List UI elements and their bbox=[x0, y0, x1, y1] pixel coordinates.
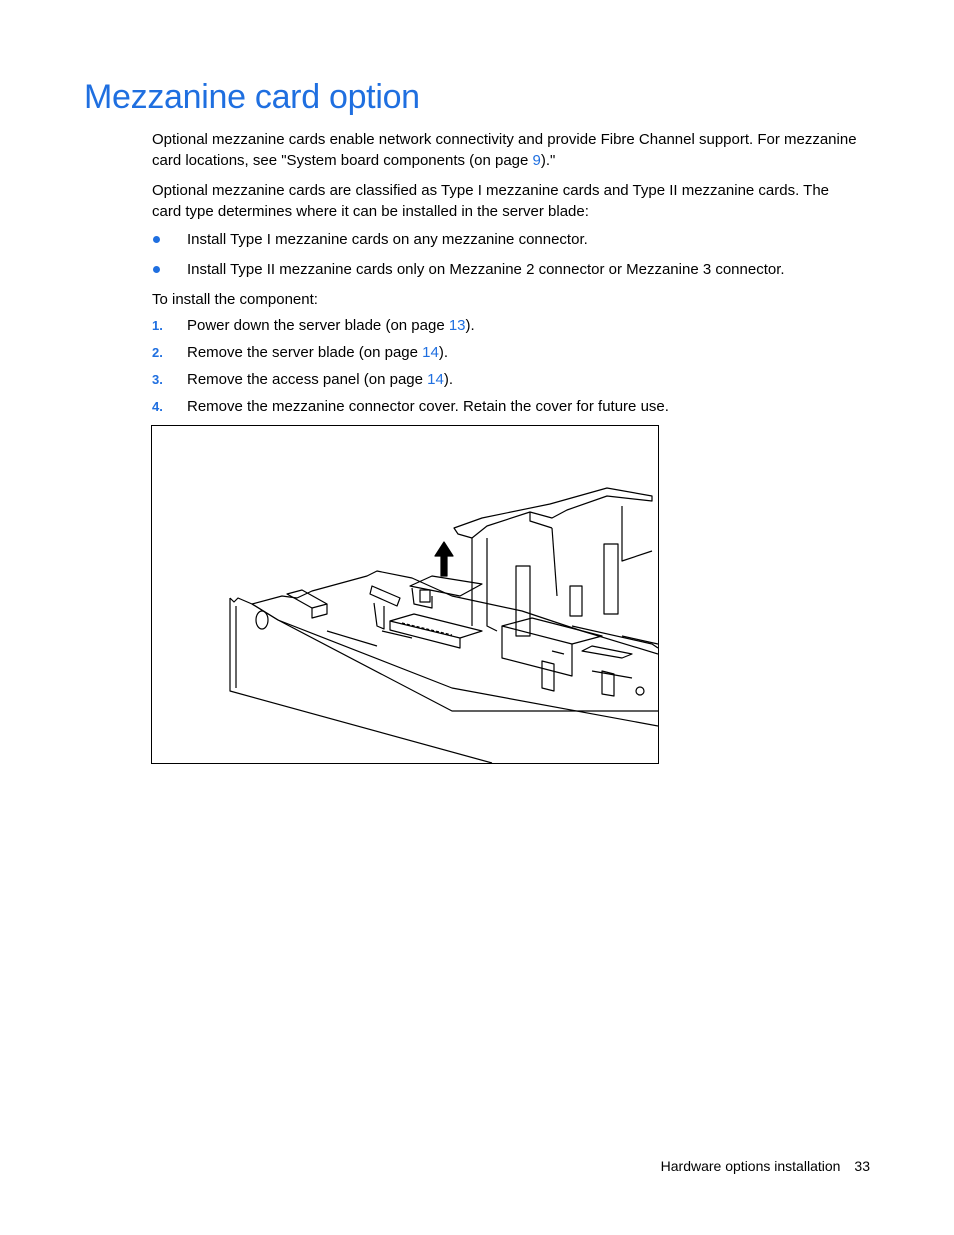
step-number: 4. bbox=[152, 399, 163, 414]
footer-section: Hardware options installation bbox=[660, 1158, 841, 1174]
page-link[interactable]: 14 bbox=[427, 371, 444, 388]
step-number: 3. bbox=[152, 372, 163, 387]
page-title: Mezzanine card option bbox=[84, 78, 420, 116]
step-number: 2. bbox=[152, 345, 163, 360]
intro-paragraph bbox=[152, 130, 862, 171]
page-link[interactable]: 14 bbox=[422, 344, 439, 361]
step-text: Remove the access panel (on page 14). bbox=[187, 371, 454, 388]
bullet-text: Install Type I mezzanine cards on any mezzanine connector. bbox=[187, 231, 588, 248]
bullet-icon bbox=[153, 266, 160, 273]
page-number: 33 bbox=[854, 1158, 870, 1174]
step-text: Power down the server blade (on page 13). bbox=[187, 317, 475, 334]
bullet-icon bbox=[153, 236, 160, 243]
step-text: Remove the mezzanine connector cover. Retain the cover for future use. bbox=[187, 398, 669, 415]
procedure-intro: To install the component: bbox=[152, 291, 318, 308]
bullet-text: Install Type II mezzanine cards only on Mezzanine 2 connector or Mezzanine 3 connector. bbox=[187, 261, 785, 278]
page-footer bbox=[661, 1158, 870, 1174]
page-link-9[interactable]: 9 bbox=[532, 151, 541, 169]
server-blade-drawing bbox=[152, 426, 658, 763]
paragraph-text: Optional mezzanine cards enable network connectivity and provide Fibre Channel support. For mezzanine card locations, see "System board components (on page bbox=[152, 131, 857, 169]
step-text: Remove the server blade (on page 14). bbox=[187, 344, 448, 361]
page-link[interactable]: 13 bbox=[448, 317, 466, 334]
mezzanine-cover-illustration bbox=[151, 425, 659, 764]
paragraph-text-end: )." bbox=[540, 151, 556, 169]
type-paragraph: Optional mezzanine cards are classified as Type I mezzanine cards and Type II mezzanine cards. The card type determines where it can be installed in the server blade: bbox=[152, 182, 830, 220]
step-number: 1. bbox=[152, 318, 163, 333]
